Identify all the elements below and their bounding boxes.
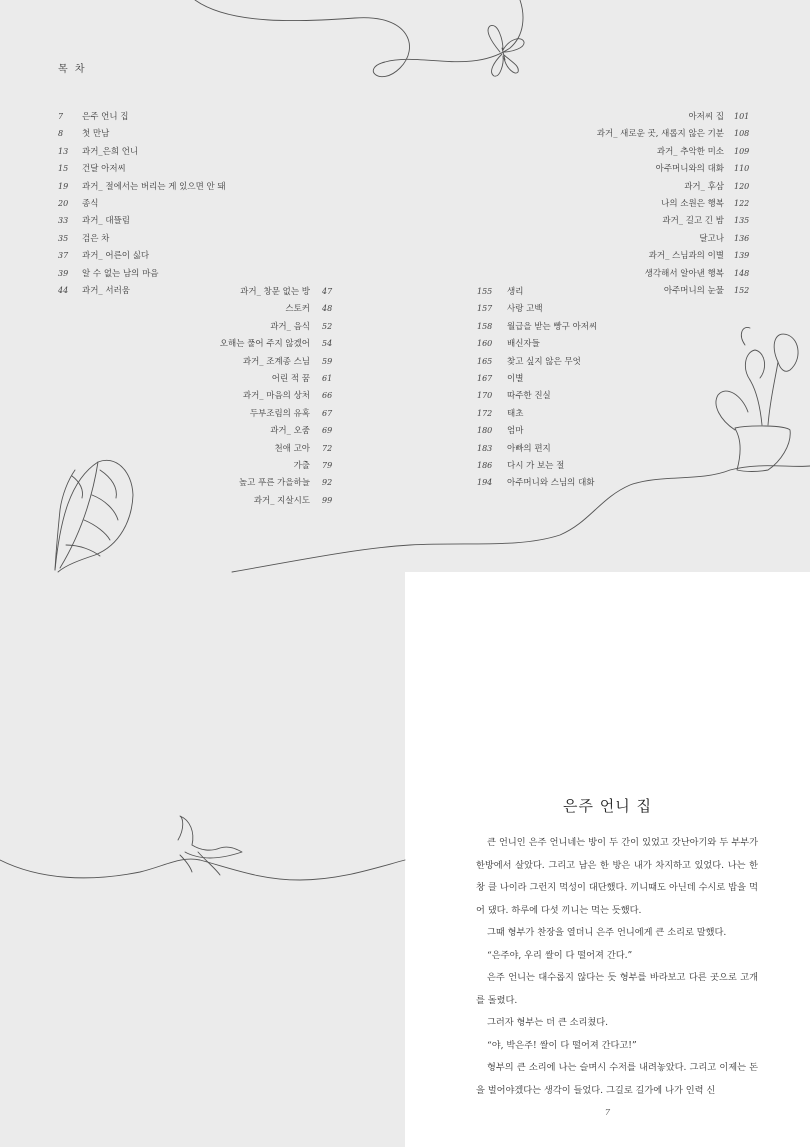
toc-entry — [58, 230, 226, 247]
toc-page-number: 15 — [58, 164, 69, 174]
toc-title: 이별 — [507, 373, 524, 384]
toc-title: 과거_은희 언니 — [82, 146, 139, 157]
toc-entry — [58, 125, 226, 142]
body-paragraph: 은주 언니는 대수롭지 않다는 듯 형부를 바라보고 다른 곳으로 고개를 돌렸다. — [476, 972, 758, 1006]
toc-page-number: 8 — [58, 129, 64, 139]
toc-page-number: 170 — [477, 391, 493, 401]
toc-title: 생각해서 알아낸 행복 — [644, 268, 724, 279]
toc-entry — [477, 457, 597, 474]
toc-title: 과거_ 스님과의 이별 — [648, 251, 724, 262]
toc-title: 종식 — [82, 198, 99, 209]
toc-title: 월급을 받는 빵구 아저씨 — [507, 321, 598, 332]
toc-entry — [180, 440, 340, 457]
toc-page-number: 122 — [734, 198, 750, 208]
toc-title: 스토커 — [285, 304, 310, 315]
toc-title: 나의 소원은 행복 — [661, 198, 724, 209]
toc-entry — [560, 125, 756, 142]
toc-entry — [180, 457, 340, 474]
toc-entry — [477, 440, 597, 457]
toc-page-number: 152 — [734, 285, 750, 295]
toc-title: 오해는 풀어 주지 않겠어 — [219, 339, 310, 350]
toc-page-number: 172 — [477, 408, 493, 418]
toc-column-2 — [180, 283, 340, 509]
body-paragraph: 그러자 형부는 더 큰 소리쳤다. — [487, 1017, 609, 1028]
toc-entry — [180, 318, 340, 335]
toc-title: 과거_ 길고 긴 밤 — [662, 216, 724, 227]
toc-page-number: 33 — [58, 216, 69, 226]
toc-title: 다시 가 보는 절 — [507, 460, 565, 471]
toc-page-number: 148 — [734, 268, 750, 278]
toc-page-number: 120 — [734, 181, 750, 191]
body-paragraph: “은주야, 우리 쌀이 다 떨어져 간다.” — [487, 949, 633, 961]
toc-entry — [560, 230, 756, 247]
toc-page-number: 157 — [477, 304, 493, 314]
toc-entry — [180, 474, 340, 491]
toc-entry — [560, 282, 756, 299]
toc-entry — [180, 405, 340, 422]
toc-entry — [58, 143, 226, 160]
toc-page-number: 158 — [477, 321, 493, 331]
toc-page-number: 167 — [477, 373, 493, 383]
toc-entry — [58, 247, 226, 264]
toc-title: 엄마 — [507, 426, 524, 437]
toc-entry — [58, 160, 226, 177]
chapter-body — [476, 832, 758, 1102]
potted-plant-icon — [716, 327, 798, 471]
toc-title: 과거_ 음식 — [270, 321, 310, 332]
toc-page-number: 69 — [322, 426, 333, 436]
toc-title: 따주한 진실 — [507, 391, 551, 402]
toc-page-number: 180 — [477, 426, 493, 436]
toc-page-number: 183 — [477, 443, 493, 453]
toc-column-1 — [58, 108, 226, 299]
toc-page-number: 139 — [734, 251, 750, 261]
toc-title: 아저씨 집 — [688, 112, 724, 122]
toc-page-number: 35 — [58, 233, 69, 243]
toc-page-number: 59 — [322, 356, 333, 366]
toc-entry — [477, 474, 597, 491]
toc-entry — [180, 300, 340, 317]
toc-title: 과거_ 지살시도 — [253, 495, 310, 506]
toc-title: 생리 — [507, 287, 524, 297]
toc-title: 태초 — [507, 408, 524, 419]
toc-page-number: 47 — [322, 287, 333, 296]
toc-title: 과거_ 어른이 싫다 — [82, 251, 150, 262]
toc-entry — [560, 212, 756, 229]
toc-entry — [477, 300, 597, 317]
toc-entry — [560, 108, 756, 125]
toc-title: 과거_ 새로운 곳, 새롭지 않은 기분 — [596, 129, 724, 140]
toc-entry — [180, 422, 340, 439]
toc-entry — [560, 195, 756, 212]
toc-title: 찾고 싶지 않은 무엇 — [507, 356, 581, 367]
toc-title: 과거_ 마음의 상처 — [242, 391, 310, 402]
page-number: 7 — [604, 1108, 611, 1118]
toc-title: 달고나 — [699, 233, 724, 244]
toc-page-number: 54 — [322, 339, 333, 349]
toc-entry — [477, 387, 597, 404]
toc-page-number: 19 — [58, 181, 69, 191]
toc-page-number: 160 — [477, 339, 493, 349]
toc-entry — [180, 283, 340, 300]
toc-title: 첫 만남 — [82, 129, 110, 140]
toc-title: 과거_ 오줌 — [270, 426, 310, 437]
toc-page-number: 186 — [477, 460, 493, 470]
toc-entry — [560, 265, 756, 282]
toc-page-number: 101 — [734, 112, 750, 121]
toc-title: 천애 고아 — [274, 443, 310, 454]
toc-column-3 — [477, 283, 597, 492]
toc-title: 어린 적 꿈 — [271, 373, 310, 384]
toc-title: 아빠의 편지 — [507, 443, 551, 454]
toc-page-number: 155 — [477, 287, 493, 296]
toc-entry — [477, 405, 597, 422]
toc-title: 아주머니와 스님의 대화 — [507, 478, 595, 489]
toc-entry — [180, 492, 340, 509]
toc-entry — [180, 370, 340, 387]
toc-title: 높고 푸른 가을하늘 — [238, 478, 310, 489]
top-swirl-line — [195, 0, 523, 77]
toc-title: 과거_ 절에서는 버리는 게 있으면 안 돼 — [82, 181, 226, 192]
toc-page-number: 72 — [322, 443, 333, 453]
toc-heading: 목 차 — [58, 64, 87, 75]
toc-title: 과거_ 서러움 — [82, 285, 131, 296]
toc-title: 가출 — [293, 460, 310, 471]
toc-page-number: 67 — [322, 408, 333, 418]
body-paragraph: 큰 언니인 은주 언니네는 방이 두 간이 있었고 갓난아기와 두 부부가 한방에서 살았다. 그리고 남은 한 방은 내가 차지하고 있었다. 나는 한창 클 나이라 그런지 먹성이 대단했다. 끼니때도 아닌데 수시로 밥을 먹어 댔다. 하루에 다섯 끼니는 먹는 듯했다. — [476, 837, 758, 916]
toc-page-number: 108 — [734, 129, 750, 139]
toc-title: 검은 차 — [82, 233, 110, 244]
toc-entry — [58, 108, 226, 125]
toc-entry — [58, 212, 226, 229]
toc-page-number: 110 — [734, 164, 750, 174]
toc-entry — [180, 353, 340, 370]
toc-page-number: 44 — [58, 285, 69, 295]
toc-title: 사랑 고백 — [507, 304, 543, 315]
body-paragraph: “야, 박은주! 쌀이 다 떨어져 간다고!” — [487, 1039, 637, 1051]
monstera-leaf-icon — [55, 460, 133, 572]
toc-page-number: 52 — [322, 321, 333, 331]
toc-entry — [560, 247, 756, 264]
toc-page-number: 39 — [58, 268, 69, 278]
toc-entry — [477, 422, 597, 439]
chapter-title: 은주 언니 집 — [563, 797, 652, 815]
toc-page-number: 66 — [322, 391, 333, 401]
toc-title: 과거_ 조계종 스님 — [242, 356, 310, 367]
toc-title: 과거_ 추악한 미소 — [656, 146, 724, 157]
toc-entry — [180, 335, 340, 352]
toc-page-number: 194 — [477, 478, 493, 488]
toc-entry — [560, 160, 756, 177]
toc-page-number: 165 — [477, 356, 493, 366]
toc-title: 과거_ 창문 없는 방 — [240, 287, 310, 297]
toc-page-number: 7 — [58, 112, 64, 121]
toc-title: 과거_ 후삼 — [684, 181, 724, 192]
toc-page-number: 37 — [58, 251, 69, 261]
toc-title: 두부조림의 유혹 — [249, 408, 310, 419]
toc-page-number: 136 — [734, 233, 750, 243]
toc-entry — [477, 370, 597, 387]
body-paragraph: 형부의 큰 소리에 나는 슬며시 수저를 내려놓았다. 그리고 이제는 돈을 벌어야겠다는 생각이 들었다. 그길로 길가에 나가 인력 신 — [476, 1062, 758, 1096]
toc-title: 아주머니의 눈물 — [663, 285, 724, 296]
toc-page-number: 61 — [322, 373, 333, 383]
toc-entry — [180, 387, 340, 404]
toc-entry — [477, 353, 597, 370]
toc-entry — [58, 265, 226, 282]
toc-page-number: 99 — [322, 495, 333, 505]
toc-column-4 — [560, 108, 756, 299]
dove-icon — [0, 816, 405, 880]
toc-entry — [477, 335, 597, 352]
toc-entry — [560, 178, 756, 195]
toc-title: 아주머니와의 대화 — [655, 164, 724, 175]
toc-entry — [560, 143, 756, 160]
toc-page-number: 92 — [322, 478, 333, 488]
toc-title: 배신자들 — [507, 339, 540, 350]
toc-title: 은주 언니 집 — [82, 112, 129, 122]
toc-page-number: 13 — [58, 146, 69, 156]
toc-page-number: 48 — [322, 304, 333, 314]
body-paragraph: 그때 형부가 찬장을 열더니 은주 언니에게 큰 소리로 말했다. — [487, 927, 727, 938]
toc-entry — [58, 195, 226, 212]
toc-title: 건달 아저씨 — [82, 164, 126, 175]
toc-entry — [58, 178, 226, 195]
toc-page-number: 20 — [58, 198, 69, 208]
toc-page-number: 109 — [734, 146, 750, 156]
toc-title: 알 수 없는 남의 마음 — [82, 268, 159, 279]
toc-entry — [477, 318, 597, 335]
toc-page-number: 135 — [734, 216, 750, 226]
toc-title: 과거_ 대뜰림 — [82, 216, 131, 227]
toc-page-number: 79 — [322, 460, 333, 470]
